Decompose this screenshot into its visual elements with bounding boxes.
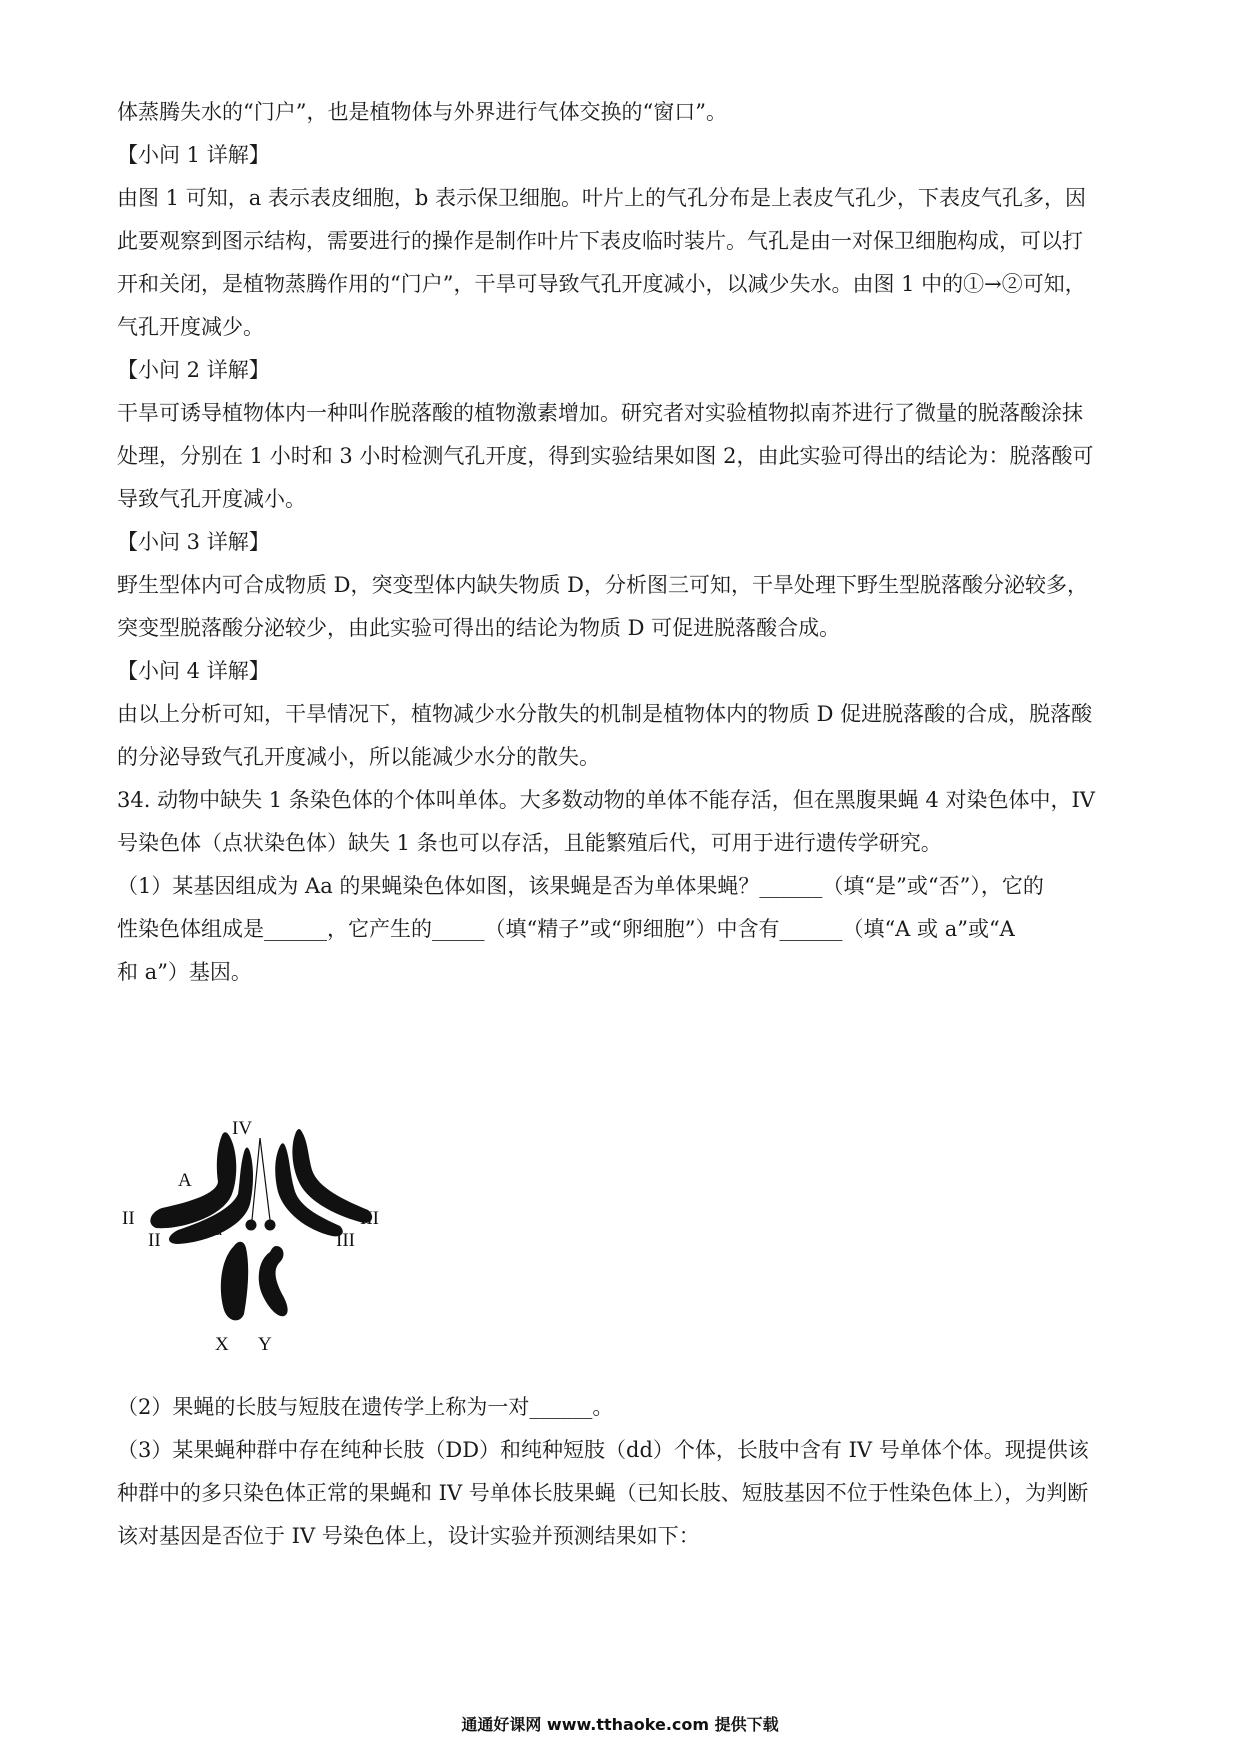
text-line: 由以上分析可知，干旱情况下，植物减少水分散失的机制是植物体内的物质 D 促进脱落酸的合成，脱落酸 <box>117 702 1093 726</box>
chromosome-figure <box>120 1120 400 1360</box>
chromosome-iv-dot <box>246 1220 257 1231</box>
question-stem: 34. 动物中缺失 1 条染色体的个体叫单体。大多数动物的单体不能存活，但在黑腹果蝇 4 对染色体中，IV <box>117 788 1095 812</box>
subquestion-heading: 【小问 2 详解】 <box>117 358 270 382</box>
text-line: 开和关闭，是植物蒸腾作用的“门户”，干旱可导致气孔开度减小，以减少失水。由图 1 中的①→②可知， <box>117 272 1086 296</box>
question-stem: 号染色体（点状染色体）缺失 1 条也可以存活，且能繁殖后代，可用于进行遗传学研究。 <box>117 831 942 855</box>
label-ii-inner: II <box>148 1230 161 1251</box>
subquestion-heading: 【小问 1 详解】 <box>117 143 270 167</box>
subquestion-heading: 【小问 3 详解】 <box>117 530 270 554</box>
text-line: 由图 1 可知，a 表示表皮细胞，b 表示保卫细胞。叶片上的气孔分布是上表皮气孔少，下表皮气孔多，因 <box>117 186 1087 210</box>
text-line: 突变型脱落酸分泌较少，由此实验可得出的结论为物质 D 可促进脱落酸合成。 <box>117 616 841 640</box>
text-line: 野生型体内可合成物质 D，突变型体内缺失物质 D，分析图三可知，干旱处理下野生型脱落酸分泌较多， <box>117 573 1089 597</box>
text-line: 此要观察到图示结构，需要进行的操作是制作叶片下表皮临时装片。气孔是由一对保卫细胞构成，可以打 <box>117 229 1083 253</box>
question-part-1: 和 a”）基因。 <box>117 960 252 984</box>
chromosome-x <box>221 1242 248 1321</box>
label-iii-inner: III <box>336 1230 355 1251</box>
label-ii-outer: II <box>122 1208 135 1229</box>
pointer-line <box>252 1138 260 1220</box>
question-part-3: 种群中的多只染色体正常的果蝇和 IV 号单体长肢果蝇（已知长肢、短肢基因不位于性染色体上），为判断 <box>117 1481 1089 1505</box>
pointer-line <box>260 1138 270 1220</box>
label-gene-a-lower: a <box>215 1222 223 1239</box>
question-part-3: （3）某果蝇种群中存在纯种长肢（DD）和纯种短肢（dd）个体，长肢中含有 IV 号单体个体。现提供该 <box>117 1438 1089 1462</box>
subquestion-heading: 【小问 4 详解】 <box>117 659 270 683</box>
question-part-2: （2）果蝇的长肢与短肢在遗传学上称为一对______。 <box>117 1395 614 1419</box>
chromosome-iv-dot <box>265 1220 276 1231</box>
label-iii-outer: III <box>360 1208 379 1229</box>
chromosome-y <box>259 1246 288 1316</box>
text-line: 干旱可诱导植物体内一种叫作脱落酸的植物激素增加。研究者对实验植物拟南芥进行了微量的脱落酸涂抹 <box>117 401 1083 425</box>
footer-watermark: 通通好课网 www.tthaoke.com 提供下载 <box>461 1715 779 1734</box>
text-line: 处理，分别在 1 小时和 3 小时检测气孔开度，得到实验结果如图 2，由此实验可得出的结论为：脱落酸可 <box>117 444 1094 468</box>
label-x: X <box>215 1334 229 1355</box>
question-part-1: 性染色体组成是______，它产生的_____（填“精子”或“卵细胞”）中含有______（填“A 或 a”或“A <box>117 917 1015 941</box>
text-line: 体蒸腾失水的“门户”，也是植物体与外界进行气体交换的“窗口”。 <box>117 100 727 124</box>
label-gene-a-upper: A <box>178 1170 192 1191</box>
label-y: Y <box>258 1334 272 1355</box>
question-part-3: 该对基因是否位于 IV 号染色体上，设计实验并预测结果如下： <box>117 1524 700 1548</box>
label-iv: IV <box>232 1120 253 1139</box>
text-line: 导致气孔开度减小。 <box>117 487 306 511</box>
text-line: 气孔开度减少。 <box>117 315 264 339</box>
question-part-1: （1）某基因组成为 Aa 的果蝇染色体如图，该果蝇是否为单体果蝇？______（填“是”或“否”），它的 <box>117 874 1044 898</box>
text-line: 的分泌导致气孔开度减小，所以能减少水分的散失。 <box>117 745 600 769</box>
